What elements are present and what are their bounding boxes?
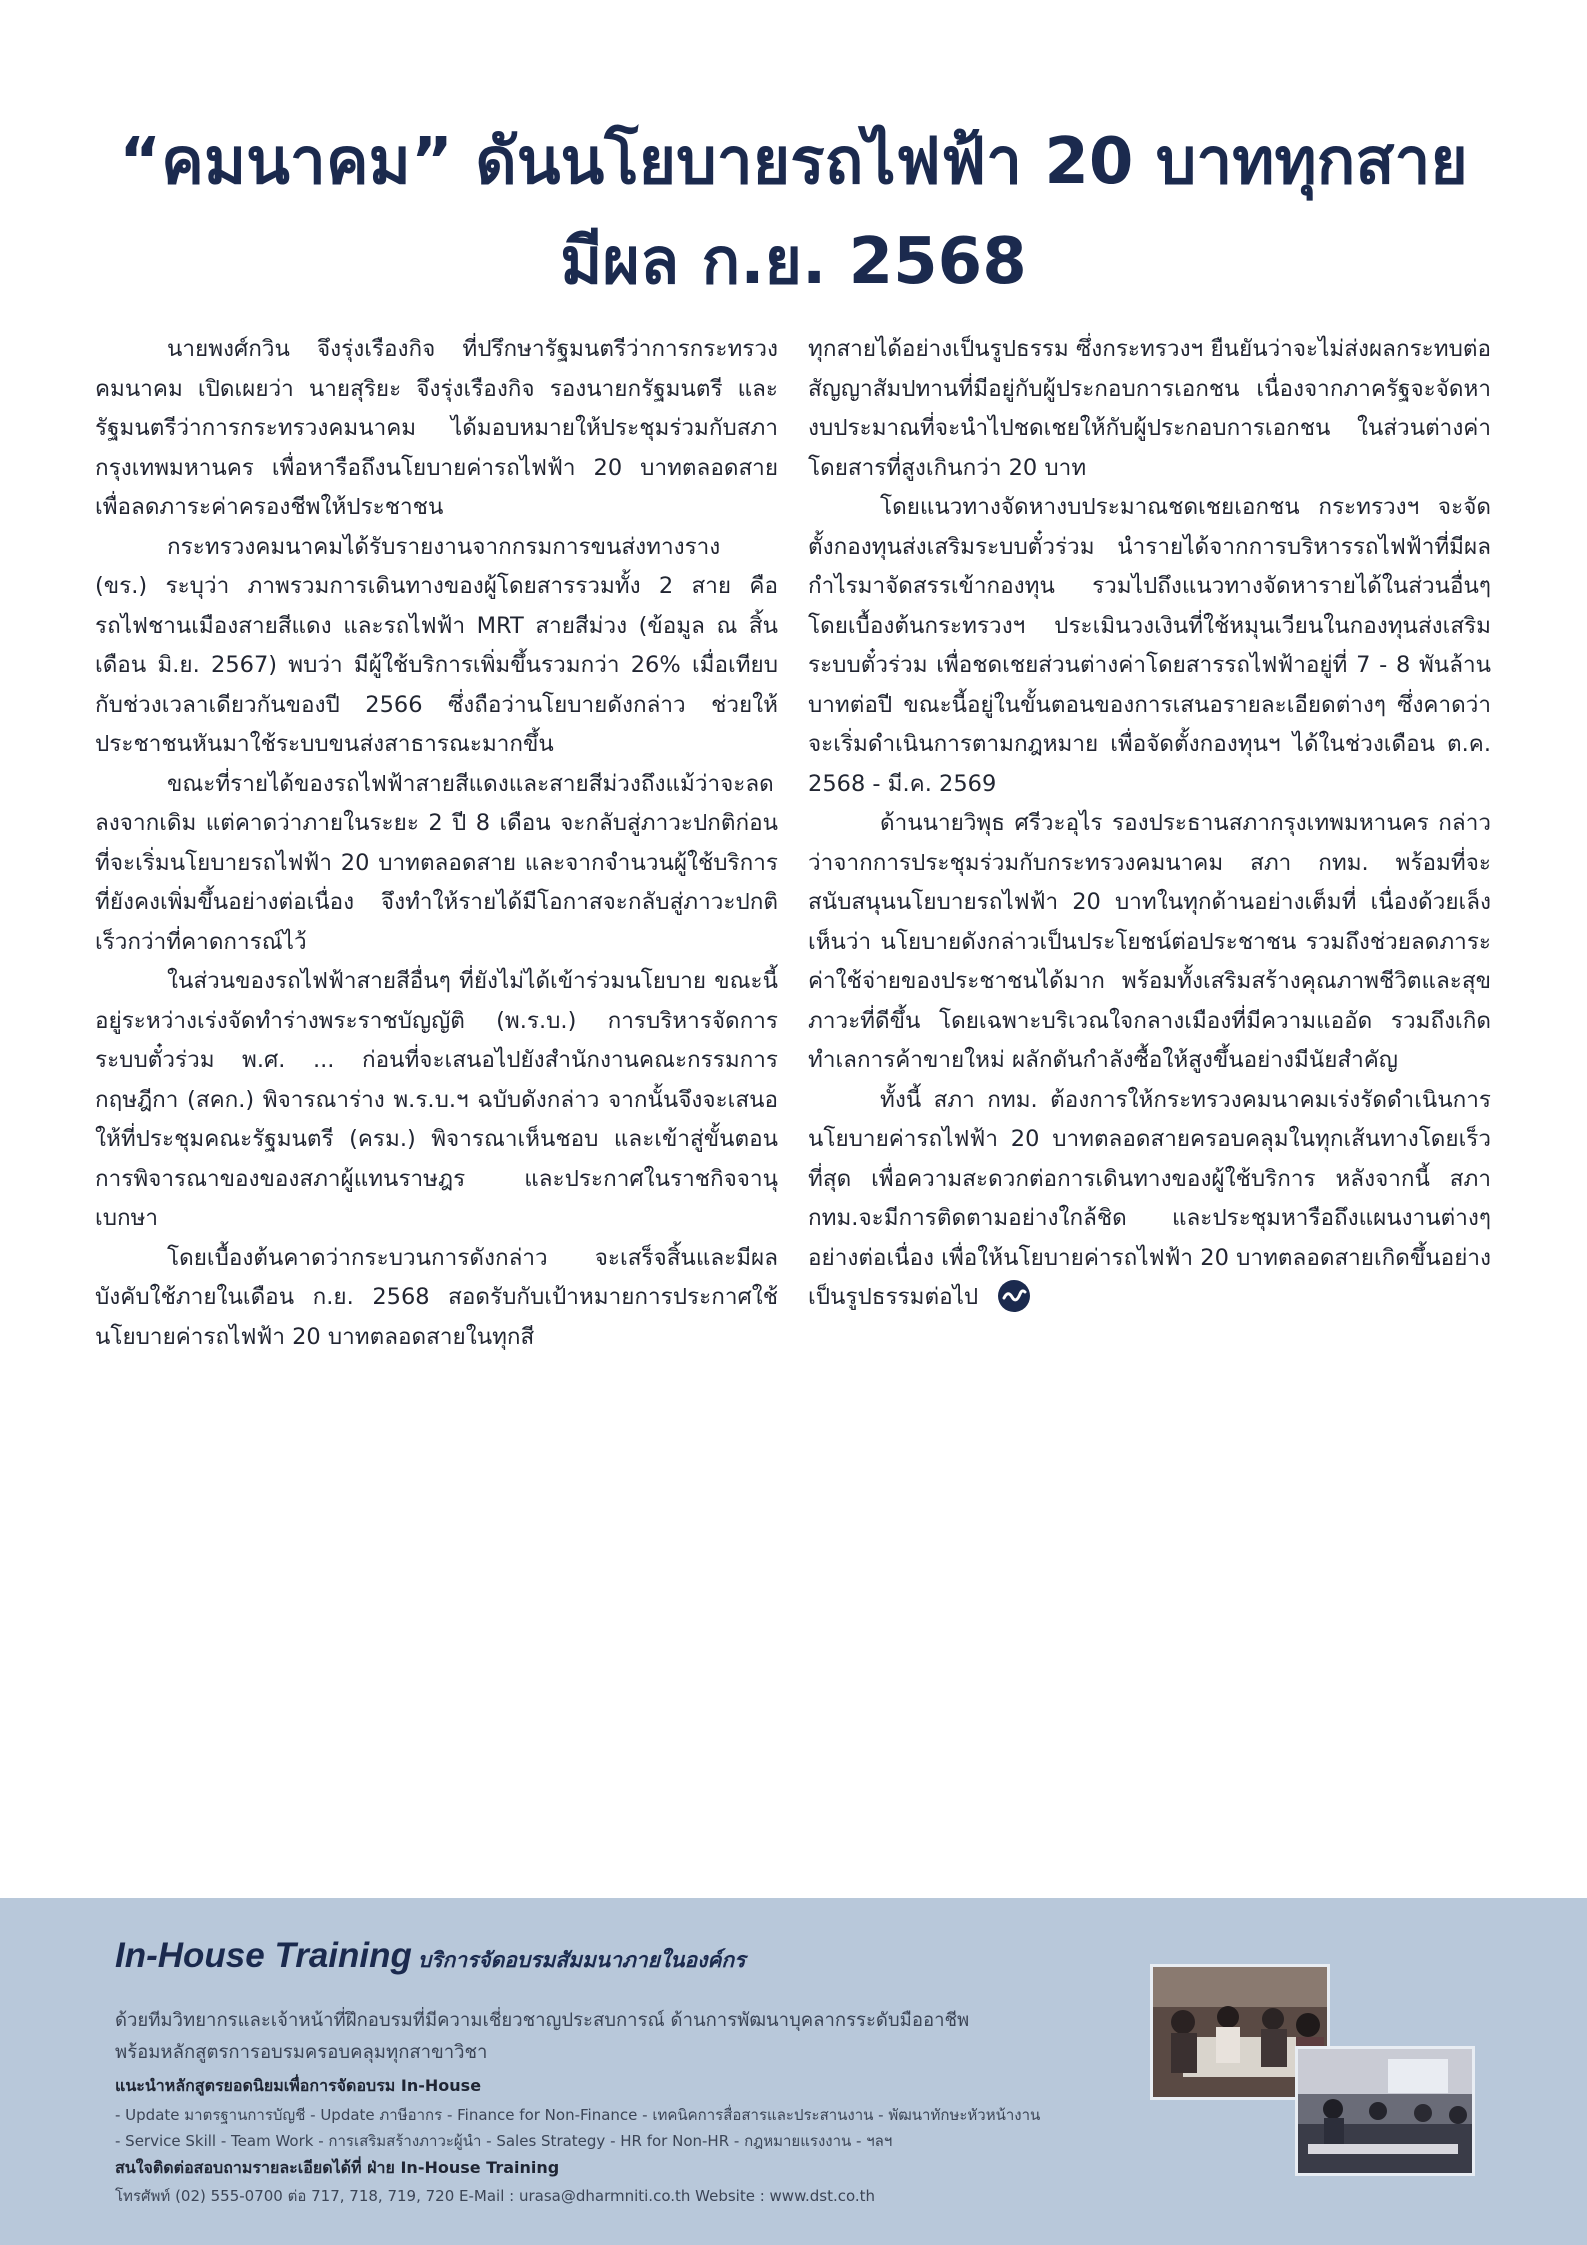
paragraph: นายพงศ์กวิน จึงรุ่งเรืองกิจ ที่ปรึกษารัฐมนตรีว่าการกระทรวงคมนาคม เปิดเผยว่า นายสุริยะ จึงรุ่งเรืองกิจ รองนายกรัฐมนตรี และรัฐมนตรีว่าการกระทรวงคมนาคม ได้มอบหมายให้ประชุมร่วมกับสภากรุงเทพมหานคร เพื่อหารือถึงนโยบายค่ารถไฟฟ้า 20 บาทตลอดสาย เพื่อลดภาระค่าครองชีพให้ประชาชน	[95, 336, 778, 520]
footer-contact-title: สนใจติดต่อสอบถามรายละเอียดได้ที่ ฝ่าย In-House Training	[115, 2158, 560, 2177]
paragraph-text: ทั้งนี้ สภา กทม. ต้องการให้กระทรวงคมนาคมเร่งรัดดำเนินการนโยบายค่ารถไฟฟ้า 20 บาทตลอดสายครอบคลุมในทุกเส้นทางโดยเร็วที่สุด เพื่อความสะดวกต่อการเดินทางของผู้ใช้บริการ หลังจากนี้ สภา กทม.จะมีการติดตามอย่างใกล้ชิด และประชุมหารือถึงแผนงานต่างๆ อย่างต่อเนื่อง เพื่อให้นโยบายค่ารถไฟฟ้า 20 บาทตลอดสายเกิดขึ้นอย่างเป็นรูปธรรมต่อไป	[808, 1086, 1491, 1310]
footer-brand: In-House Training	[115, 1936, 412, 1975]
article-title-line1: “คมนาคม” ดันนโยบายรถไฟฟ้า 20 บาททุกสาย	[119, 125, 1468, 199]
article-title-line2: มีผล ก.ย. 2568	[560, 225, 1027, 299]
footer-contact: โทรศัพท์ (02) 555-0700 ต่อ 717, 718, 719, 720 E-Mail : urasa@dharmniti.co.th Website : www.dst.co.th	[115, 2187, 876, 2205]
footer-recommend-title: แนะนำหลักสูตรยอดนิยมเพื่อการจัดอบรม In-House	[115, 2076, 482, 2095]
article-column-left	[95, 330, 778, 1357]
footer-courses: - Service Skill - Team Work - การเสริมสร้างภาวะผู้นำ - Sales Strategy - HR for Non-HR - กฎหมายแรงงาน - ฯลฯ	[115, 2132, 893, 2150]
paragraph: ด้านนายวิพุธ ศรีวะอุไร รองประธานสภากรุงเทพมหานคร กล่าวว่าจากการประชุมร่วมกับกระทรวงคมนาคม สภา กทม. พร้อมที่จะสนับสนุนนโยบายรถไฟฟ้า 20 บาทในทุกด้านอย่างเต็มที่ เนื่องด้วยเล็งเห็นว่า นโยบายดังกล่าวเป็นประโยชน์ต่อประชาชน รวมถึงช่วยลดภาระค่าใช้จ่ายของประชาชนได้มาก พร้อมทั้งเสริมสร้างคุณภาพชีวิตและสุขภาวะที่ดีขึ้น โดยเฉพาะบริเวณใจกลางเมืองที่มีความแออัด รวมถึงเกิดทำเลการค้าขายใหม่ ผลักดันกำลังซื้อให้สูงขึ้นอย่างมีนัยสำคัญ	[808, 810, 1491, 1073]
article-column-right	[808, 330, 1491, 1318]
footer-description: ด้วยทีมวิทยากรและเจ้าหน้าที่ฝึกอบรมที่มีความเชี่ยวชาญประสบการณ์ ด้านการพัฒนาบุคลากรระดับมืออาชีพ	[115, 2010, 970, 2031]
footer-banner	[0, 1898, 1587, 2245]
paragraph: กระทรวงคมนาคมได้รับรายงานจากกรมการขนส่งทางราง (ขร.) ระบุว่า ภาพรวมการเดินทางของผู้โดยสารรวมทั้ง 2 สาย คือ รถไฟชานเมืองสายสีแดง และรถไฟฟ้า MRT สายสีม่วง (ข้อมูล ณ สิ้นเดือน มิ.ย. 2567) พบว่า มีผู้ใช้บริการเพิ่มขึ้นรวมกว่า 26% เมื่อเทียบกับช่วงเวลาเดียวกันของปี 2566 ซึ่งถือว่านโยบายดังกล่าว ช่วยให้ประชาชนหันมาใช้ระบบขนส่งสาธารณะมากขึ้น	[95, 533, 778, 757]
paragraph: ทุกสายได้อย่างเป็นรูปธรรม ซึ่งกระทรวงฯ ยืนยันว่าจะไม่ส่งผลกระทบต่อสัญญาสัมปทานที่มีอยู่กับผู้ประกอบการเอกชน เนื่องจากภาครัฐจะจัดหางบประมาณที่จะนำไปชดเชยให้กับผู้ประกอบการเอกชน ในส่วนต่างค่าโดยสารที่สูงเกินกว่า 20 บาท	[808, 336, 1491, 481]
footer-courses: - Update มาตรฐานการบัญชี - Update ภาษีอากร - Finance for Non-Finance - เทคนิคการสื่อสารและประสานงาน - พัฒนาทักษะหัวหน้างาน	[115, 2106, 1041, 2124]
paragraph: ในส่วนของรถไฟฟ้าสายสีอื่นๆ ที่ยังไม่ได้เข้าร่วมนโยบาย ขณะนี้อยู่ระหว่างเร่งจัดทำร่างพระราชบัญญัติ (พ.ร.บ.) การบริหารจัดการระบบตั๋วร่วม พ.ศ. ... ก่อนที่จะเสนอไปยังสำนักงานคณะกรรมการกฤษฎีกา (สคก.) พิจารณาร่าง พ.ร.บ.ฯ ฉบับดังกล่าว จากนั้นจึงจะเสนอให้ที่ประชุมคณะรัฐมนตรี (ครม.) พิจารณาเห็นชอบ และเข้าสู่ขั้นตอนการพิจารณาของของสภาผู้แทนราษฎร และประกาศในราชกิจจานุเบกษา	[95, 968, 778, 1231]
training-photo	[1295, 2046, 1475, 2176]
article-title	[60, 112, 1527, 312]
paragraph: โดยแนวทางจัดหางบประมาณชดเชยเอกชน กระทรวงฯ จะจัดตั้งกองทุนส่งเสริมระบบตั๋วร่วม นำรายได้จากการบริหารรถไฟฟ้าที่มีผลกำไรมาจัดสรรเข้ากองทุน รวมไปถึงแนวทางจัดหารายได้ในส่วนอื่นๆ โดยเบื้องต้นกระทรวงฯ ประเมินวงเงินที่ใช้หมุนเวียนในกองทุนส่งเสริมระบบตั๋วร่วม เพื่อชดเชยส่วนต่างค่าโดยสารรถไฟฟ้าอยู่ที่ 7 - 8 พันล้านบาทต่อปี ขณะนี้อยู่ในขั้นตอนของการเสนอรายละเอียดต่างๆ ซึ่งคาดว่าจะเริ่มดำเนินการตามกฎหมาย เพื่อจัดตั้งกองทุนฯ ได้ในช่วงเดือน ต.ค. 2568 - มี.ค. 2569	[808, 494, 1491, 797]
footer-brand-subtitle: บริการจัดอบรมสัมมนาภายในองค์กร	[417, 1948, 746, 1972]
paragraph: ขณะที่รายได้ของรถไฟฟ้าสายสีแดงและสายสีม่วงถึงแม้ว่าจะลดลงจากเดิม แต่คาดว่าภายในระยะ 2 ปี 8 เดือน จะกลับสู่ภาวะปกติก่อนที่จะเริ่มนโยบายรถไฟฟ้า 20 บาทตลอดสาย และจากจำนวนผู้ใช้บริการที่ยังคงเพิ่มขึ้นอย่างต่อเนื่อง จึงทำให้รายได้มีโอกาสจะกลับสู่ภาวะปกติเร็วกว่าที่คาดการณ์ไว้	[95, 770, 778, 955]
paragraph: โดยเบื้องต้นคาดว่ากระบวนการดังกล่าว จะเสร็จสิ้นและมีผลบังคับใช้ภายในเดือน ก.ย. 2568 สอดรับกับเป้าหมายการประกาศใช้นโยบายค่ารถไฟฟ้า 20 บาทตลอดสายในทุกสี	[95, 1244, 778, 1350]
footer-description: พร้อมหลักสูตรการอบรมครอบคลุมทุกสาขาวิชา	[115, 2042, 488, 2063]
footer-heading	[115, 1936, 745, 1977]
paragraph	[808, 1081, 1491, 1318]
article-end-logo-icon	[998, 1280, 1030, 1312]
